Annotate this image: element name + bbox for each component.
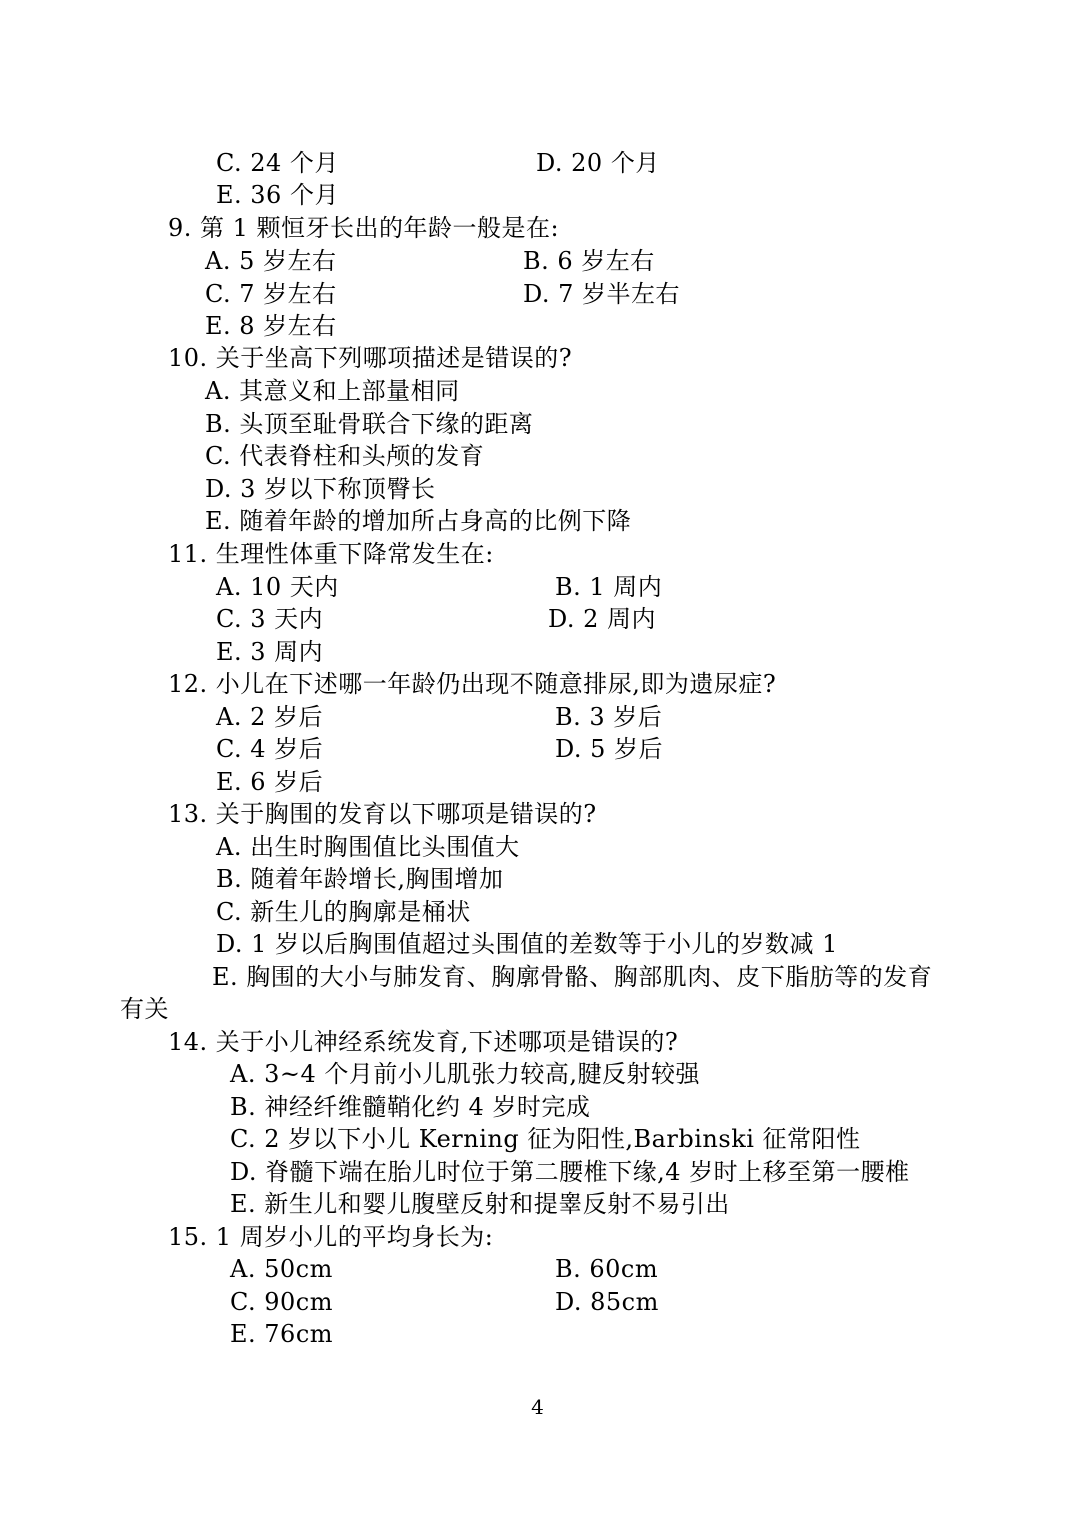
q13-option-c: C. 新生儿的胸廓是桶状 <box>216 898 471 926</box>
q8-option-e: E. 36 个月 <box>216 181 339 209</box>
q11-option-e: E. 3 周内 <box>216 638 324 666</box>
q13-option-e: E. 胸围的大小与肺发育、胸廓骨骼、胸部肌肉、皮下脂肪等的发育 <box>212 963 933 991</box>
q15-option-d: D. 85cm <box>555 1288 659 1316</box>
q12-option-d: D. 5 岁后 <box>555 735 664 763</box>
q13-option-e-continuation: 有关 <box>120 995 169 1023</box>
page-number: 4 <box>531 1395 544 1419</box>
q10-option-d: D. 3 岁以下称顶臀长 <box>205 475 436 503</box>
q10-option-b: B. 头顶至耻骨联合下缘的距离 <box>205 410 534 438</box>
q10-option-a: A. 其意义和上部量相同 <box>205 377 460 405</box>
q15-option-b: B. 60cm <box>555 1255 659 1283</box>
q8-option-c: C. 24 个月 <box>216 149 339 177</box>
q10-option-c: C. 代表脊柱和头颅的发育 <box>205 442 485 470</box>
q14-option-d: D. 脊髓下端在胎儿时位于第二腰椎下缘,4 岁时上移至第一腰椎 <box>230 1158 910 1186</box>
q11-option-d: D. 2 周内 <box>548 605 657 633</box>
q11-option-b: B. 1 周内 <box>555 573 663 601</box>
q14-option-b: B. 神经纤维髓鞘化约 4 岁时完成 <box>230 1093 591 1121</box>
q11-option-a: A. 10 天内 <box>216 573 339 601</box>
q9-option-c: C. 7 岁左右 <box>205 280 337 308</box>
q15-option-e: E. 76cm <box>230 1320 334 1348</box>
q12-option-b: B. 3 岁后 <box>555 703 663 731</box>
q15-option-c: C. 90cm <box>230 1288 334 1316</box>
q11-option-c: C. 3 天内 <box>216 605 324 633</box>
q13-option-b: B. 随着年龄增长,胸围增加 <box>216 865 504 893</box>
q9-option-a: A. 5 岁左右 <box>205 247 337 275</box>
q14-stem: 14. 关于小儿神经系统发育,下述哪项是错误的? <box>168 1028 679 1056</box>
q10-stem: 10. 关于坐高下列哪项描述是错误的? <box>168 344 573 372</box>
q15-stem: 15. 1 周岁小儿的平均身长为: <box>168 1223 494 1251</box>
q11-stem: 11. 生理性体重下降常发生在: <box>168 540 494 568</box>
q9-option-b: B. 6 岁左右 <box>523 247 655 275</box>
q10-option-e: E. 随着年龄的增加所占身高的比例下降 <box>205 507 632 535</box>
q12-option-e: E. 6 岁后 <box>216 768 324 796</box>
q15-option-a: A. 50cm <box>230 1255 333 1283</box>
q13-stem: 13. 关于胸围的发育以下哪项是错误的? <box>168 800 597 828</box>
q13-option-d: D. 1 岁以后胸围值超过头围值的差数等于小儿的岁数减 1 <box>216 930 838 958</box>
q14-option-a: A. 3~4 个月前小儿肌张力较高,腱反射较强 <box>230 1060 700 1088</box>
q8-option-d: D. 20 个月 <box>536 149 660 177</box>
q9-stem: 9. 第 1 颗恒牙长出的年龄一般是在: <box>168 214 560 242</box>
q9-option-e: E. 8 岁左右 <box>205 312 337 340</box>
q12-stem: 12. 小儿在下述哪一年龄仍出现不随意排尿,即为遗尿症? <box>168 670 777 698</box>
q14-option-e: E. 新生儿和婴儿腹壁反射和提睾反射不易引出 <box>230 1190 730 1218</box>
q12-option-a: A. 2 岁后 <box>216 703 323 731</box>
q9-option-d: D. 7 岁半左右 <box>523 280 681 308</box>
q14-option-c: C. 2 岁以下小儿 Kerning 征为阳性,Barbinski 征常阳性 <box>230 1125 861 1153</box>
q13-option-a: A. 出生时胸围值比头围值大 <box>216 833 520 861</box>
q12-option-c: C. 4 岁后 <box>216 735 324 763</box>
